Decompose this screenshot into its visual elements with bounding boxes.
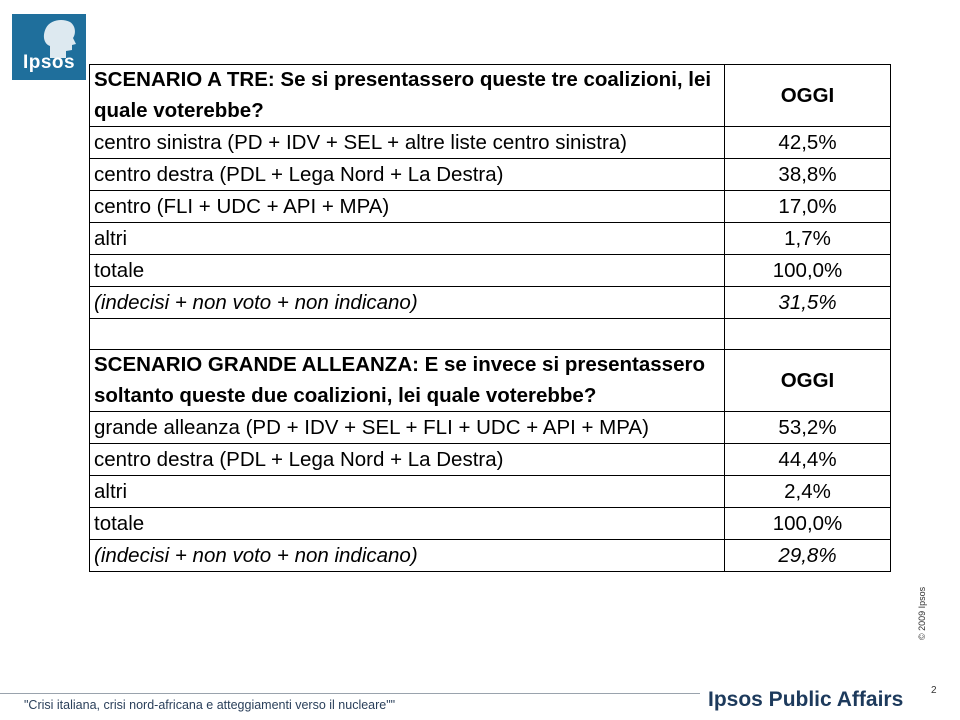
row-value: 31,5%: [725, 287, 891, 319]
footer-brand: Ipsos Public Affairs: [708, 688, 904, 711]
row-label: centro (FLI + UDC + API + MPA): [90, 191, 725, 223]
row-label: altri: [90, 476, 725, 508]
row-label: totale: [90, 255, 725, 287]
table-row: [90, 159, 891, 191]
section1-question: SCENARIO A TRE: Se si presentassero queste tre coalizioni, lei quale voterebbe?: [90, 65, 725, 127]
row-label: (indecisi + non voto + non indicano): [90, 540, 725, 572]
section2-header-row: [90, 350, 891, 412]
copyright-note: © 2009 Ipsos: [917, 586, 927, 640]
row-label: centro destra (PDL + Lega Nord + La Destra): [90, 444, 725, 476]
row-value: 100,0%: [725, 255, 891, 287]
table-row: [90, 255, 891, 287]
section2-column-header: OGGI: [725, 350, 891, 412]
footer-divider: [0, 693, 700, 694]
table-row: [90, 444, 891, 476]
row-value: 2,4%: [725, 476, 891, 508]
row-value: 44,4%: [725, 444, 891, 476]
row-value: 42,5%: [725, 127, 891, 159]
row-label: totale: [90, 508, 725, 540]
table-row: [90, 412, 891, 444]
spacer-cell: [90, 319, 725, 350]
poll-table: [89, 64, 891, 572]
table-row: [90, 508, 891, 540]
page-number: 2: [931, 685, 937, 696]
table-row: [90, 540, 891, 572]
section2-question: SCENARIO GRANDE ALLEANZA: E se invece si presentassero soltanto queste due coalizioni, lei quale voterebbe?: [90, 350, 725, 412]
spacer-row: [90, 319, 891, 350]
footer-title: "Crisi italiana, crisi nord-africana e atteggiamenti verso il nucleare"": [24, 698, 396, 712]
row-value: 17,0%: [725, 191, 891, 223]
table-row: [90, 287, 891, 319]
section1-header-row: [90, 65, 891, 127]
row-label: altri: [90, 223, 725, 255]
table-row: [90, 476, 891, 508]
row-value: 38,8%: [725, 159, 891, 191]
table-row: [90, 127, 891, 159]
row-label: grande alleanza (PD + IDV + SEL + FLI + UDC + API + MPA): [90, 412, 725, 444]
row-value: 53,2%: [725, 412, 891, 444]
logo-text: Ipsos: [22, 52, 76, 73]
table-row: [90, 191, 891, 223]
spacer-cell: [725, 319, 891, 350]
ipsos-logo: [12, 14, 86, 80]
row-label: centro sinistra (PD + IDV + SEL + altre liste centro sinistra): [90, 127, 725, 159]
row-label: centro destra (PDL + Lega Nord + La Destra): [90, 159, 725, 191]
row-value: 29,8%: [725, 540, 891, 572]
row-value: 100,0%: [725, 508, 891, 540]
row-value: 1,7%: [725, 223, 891, 255]
table-row: [90, 223, 891, 255]
section1-column-header: OGGI: [725, 65, 891, 127]
row-label: (indecisi + non voto + non indicano): [90, 287, 725, 319]
